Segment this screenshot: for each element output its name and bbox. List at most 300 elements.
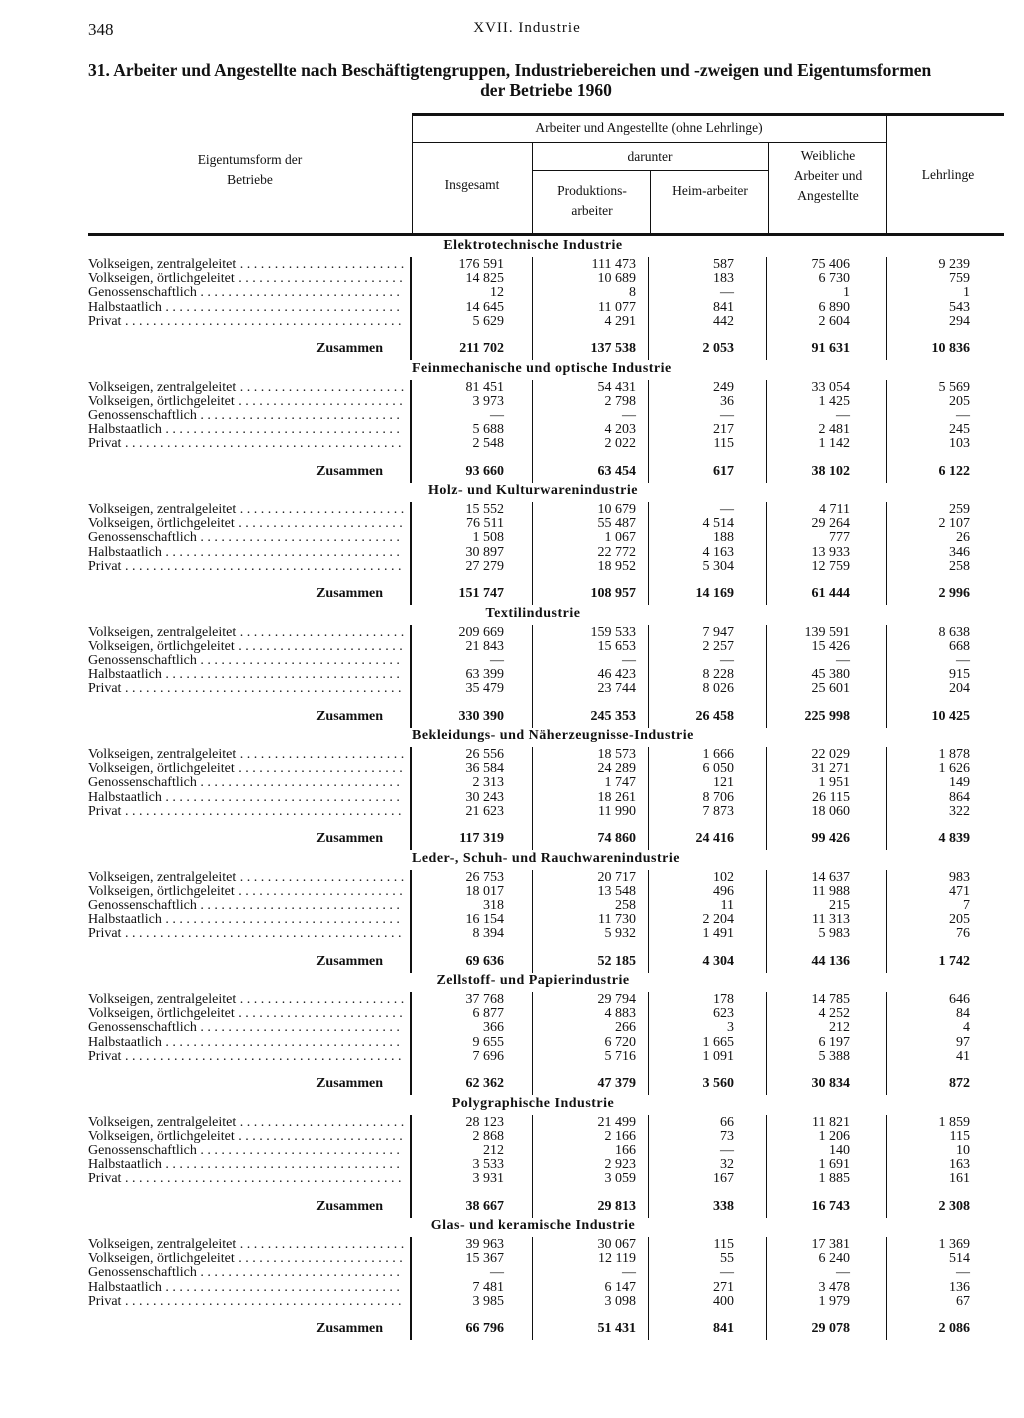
section-title: Polygraphische Industrie [451,1095,615,1111]
total-cell: 4 304 [702,953,734,969]
total-cell: 3 560 [702,1076,734,1091]
table-cell: 258 [615,897,636,913]
table-cell: 777 [829,530,850,546]
table-cell: 163 [949,1157,970,1173]
total-label: Zusammen [316,464,383,479]
total-row [88,1200,1004,1214]
table-row [88,381,1004,395]
table-cell: 73 [720,1128,734,1144]
table-cell: 149 [949,775,970,791]
table-row [88,1130,1004,1144]
total-cell: 225 998 [804,708,850,724]
table-cell: 4 163 [702,544,734,560]
table-cell: 30 067 [597,1237,636,1252]
table-cell: 159 533 [590,624,636,640]
table-row [88,791,1004,805]
total-cell: 52 185 [597,953,636,969]
table-cell: 759 [949,271,970,287]
table-row [88,899,1004,913]
table-row [88,409,1004,423]
row-label: Volkseigen, örtlichgeleitet . . . [88,640,404,654]
table-cell: 67 [956,1293,970,1309]
total-label: Zusammen [316,954,383,969]
total-cell: 74 860 [597,831,636,846]
table-cell: 115 [713,436,734,452]
table-cell: — [622,1265,636,1281]
header-top-rule [412,113,1004,116]
total-label: Zusammen [316,342,383,356]
table-cell: 8 394 [472,926,504,942]
table-cell: 36 584 [465,761,504,777]
total-row [88,342,1004,356]
total-cell: 617 [713,463,734,479]
row-label: Volkseigen, örtlichgeleitet . . . [88,517,404,531]
table-cell: 11 821 [812,1114,850,1130]
table-cell: 1 067 [604,530,636,546]
table-row [88,395,1004,409]
table-cell: — [720,652,734,668]
running-head: XVII. Industrie [473,20,581,36]
table-cell: 7 696 [472,1048,504,1064]
total-cell: 841 [713,1321,734,1336]
section-title: Elektrotechnische Industrie [443,238,623,253]
table-cell: 11 [720,897,734,913]
table-cell: 4 203 [604,422,636,438]
table-cell: 76 [956,926,970,942]
table-cell: 258 [949,558,970,574]
table-cell: 1 859 [938,1114,970,1130]
table-cell: 2 257 [702,638,734,654]
total-cell: 30 834 [811,1076,850,1091]
table-row [88,682,1004,696]
table-cell: 1 878 [938,747,970,762]
table-cell: 1 206 [818,1128,850,1144]
table-row [88,993,1004,1007]
table-cell: 121 [713,775,734,791]
table-cell: 81 451 [465,379,504,395]
header-vrule-5 [650,170,651,233]
table-cell: 5 932 [604,926,636,942]
table-row [88,1281,1004,1295]
table-cell: 115 [949,1128,970,1144]
total-cell: 29 813 [597,1198,636,1214]
table-cell: — [836,1265,850,1281]
table-cell: 32 [720,1157,734,1173]
table-row [88,668,1004,682]
header-group: Arbeiter und Angestellte (ohne Lehrlinge) [535,120,763,135]
header-vrule-2 [886,113,887,233]
table-cell: 7 481 [472,1279,504,1295]
table-cell: 13 548 [597,883,636,899]
table-cell: 217 [713,422,734,438]
row-label: Volkseigen, zentralgeleitet . . . [88,258,404,272]
table-cell: 18 952 [597,558,636,574]
table-cell: 2 313 [472,775,504,791]
table-cell: — [622,407,636,423]
table-cell: 915 [949,667,970,683]
header-weibliche: Weibliche Arbeiter und Angestellte [793,148,863,203]
total-cell: 4 839 [938,831,970,846]
table-cell: 14 825 [465,271,504,287]
row-label: Volkseigen, zentralgeleitet . . . [88,993,404,1007]
row-label: Volkseigen, örtlichgeleitet . . . [88,1130,404,1144]
total-cell: 63 454 [597,463,636,479]
row-label: Halbstaatlich . . . [88,1158,404,1172]
table-cell: 27 279 [465,558,504,574]
table-row [88,531,1004,545]
total-label: Zusammen [316,1077,383,1091]
table-cell: 442 [713,313,734,329]
table-cell: 10 689 [597,271,636,287]
table-cell: 1 691 [818,1157,850,1173]
table-row [88,776,1004,790]
table-cell: 4 291 [604,313,636,329]
section-title: Leder-, Schuh- und Rauchwarenindustrie [412,850,680,866]
table-row [88,315,1004,329]
table-cell: 6 240 [818,1251,850,1267]
table-cell: 212 [829,1020,850,1036]
table-cell: 1 626 [938,761,970,777]
table-row [88,258,1004,272]
table-cell: 3 973 [472,393,504,409]
total-cell: 61 444 [811,586,850,601]
table-cell: 97 [956,1034,970,1050]
section-title: Bekleidungs- und Näherzeugnisse-Industrie [412,728,694,743]
table-cell: 55 [720,1251,734,1267]
table-cell: 21 843 [465,638,504,654]
table-cell: — [490,652,504,668]
table-cell: 6 730 [818,271,850,287]
row-label: Genossenschaftlich . . . [88,409,404,423]
table-cell: 1 665 [702,1034,734,1050]
table-cell: 1 951 [818,775,850,791]
table-cell: 166 [615,1142,636,1158]
table-cell: 3 [727,1020,734,1036]
table-cell: 245 [949,422,970,438]
total-cell: 6 122 [938,463,970,479]
total-cell: 14 169 [695,586,734,601]
table-cell: 161 [949,1171,970,1187]
table-row [88,885,1004,899]
table-cell: 11 313 [812,912,850,928]
table-cell: 41 [956,1048,970,1064]
total-label: Zusammen [316,832,383,846]
table-cell: — [720,502,734,517]
table-row [88,1172,1004,1186]
table-cell: 322 [949,803,970,819]
table-cell: 11 988 [812,883,850,899]
table-row [88,1050,1004,1064]
table-cell: 14 645 [465,299,504,315]
page-number: 348 [88,20,114,39]
total-cell: 93 660 [465,463,504,479]
table-cell: 188 [713,530,734,546]
table-cell: 15 552 [465,502,504,517]
table-cell: 45 380 [811,667,850,683]
table-cell: 841 [713,299,734,315]
row-label: Genossenschaftlich . . . [88,1021,404,1035]
row-label: Volkseigen, zentralgeleitet . . . [88,626,404,640]
table-cell: 76 511 [466,516,504,532]
total-row [88,1322,1004,1336]
table-cell: 66 [720,1114,734,1130]
table-cell: 3 478 [818,1279,850,1295]
table-cell: — [956,1265,970,1281]
row-label: Privat . . . [88,437,404,451]
row-label: Genossenschaftlich . . . [88,654,404,668]
table-cell: 176 591 [458,257,504,272]
total-cell: 1 742 [938,953,970,969]
table-cell: 205 [949,912,970,928]
table-row [88,762,1004,776]
table-row [88,437,1004,451]
table-cell: 205 [949,393,970,409]
table-cell: 5 304 [702,558,734,574]
table-cell: 11 077 [598,299,636,315]
table-row [88,423,1004,437]
section-title: Glas- und keramische Industrie [430,1218,636,1233]
total-cell: 338 [713,1198,734,1214]
table-cell: 18 017 [465,883,504,899]
header-darunter: darunter [627,149,673,164]
row-label: Volkseigen, zentralgeleitet . . . [88,871,404,885]
total-cell: 24 416 [695,831,734,846]
row-label: Privat . . . [88,1050,404,1064]
table-cell: 14 785 [811,992,850,1007]
table-cell: 2 923 [604,1157,636,1173]
total-cell: 38 102 [811,463,850,479]
table-cell: 1 491 [702,926,734,942]
table-title-line1: 31. Arbeiter und Angestellte nach Beschäftigtengruppen, Industriebereichen und -zweigen und Eigentumsformen [88,60,932,80]
row-label: Privat . . . [88,682,404,696]
table-cell: 21 499 [597,1114,636,1130]
table-cell: 543 [949,299,970,315]
table-cell: 2 022 [604,436,636,452]
table-cell: 1 747 [604,775,636,791]
table-cell: 8 706 [702,789,734,805]
table-cell: 5 716 [604,1048,636,1064]
table-cell: 983 [949,869,970,885]
row-label: Halbstaatlich . . . [88,301,404,315]
table-cell: 75 406 [811,257,850,272]
header-vrule-4 [768,142,769,233]
table-cell: 111 473 [591,257,636,272]
table-cell: 2 604 [818,313,850,329]
table-row [88,1238,1004,1252]
total-row [88,465,1004,479]
table-cell: 102 [713,869,734,885]
table-cell: 139 591 [804,624,850,640]
table-cell: 55 487 [597,516,636,532]
row-label: Volkseigen, örtlichgeleitet . . . [88,395,404,409]
table-cell: 471 [949,883,970,899]
section-title: Holz- und Kulturwarenindustrie [428,483,638,498]
table-cell: 346 [949,544,970,560]
table-cell: 514 [949,1251,970,1267]
table-cell: 864 [949,789,970,805]
table-cell: 8 [629,285,636,301]
row-label: Halbstaatlich . . . [88,791,404,805]
table-cell: 8 638 [938,624,970,640]
row-label: Volkseigen, örtlichgeleitet . . . [88,885,404,899]
table-cell: — [622,652,636,668]
table-cell: 209 669 [458,624,504,640]
table-cell: 7 873 [702,803,734,819]
table-cell: 30 243 [465,789,504,805]
table-cell: 13 933 [811,544,850,560]
table-cell: 204 [949,681,970,697]
table-cell: 215 [829,897,850,913]
table-cell: 12 [490,285,504,301]
table-cell: 4 883 [604,1006,636,1022]
total-cell: 211 702 [459,341,504,356]
row-label: Halbstaatlich . . . [88,668,404,682]
total-cell: 330 390 [458,708,504,724]
table-cell: 22 772 [597,544,636,560]
header-stub: Eigentumsform der Betriebe [197,152,303,187]
table-cell: 10 679 [597,502,636,517]
row-label: Halbstaatlich . . . [88,423,404,437]
total-cell: 38 667 [465,1198,504,1214]
table-cell: 29 794 [597,992,636,1007]
header-heim: Heim-arbeiter [672,183,748,198]
table-row [88,1036,1004,1050]
table-cell: 271 [713,1279,734,1295]
row-label: Volkseigen, örtlichgeleitet . . . [88,1252,404,1266]
table-row [88,1295,1004,1309]
table-row [88,871,1004,885]
table-cell: 15 653 [597,638,636,654]
table-cell: 140 [829,1142,850,1158]
table-cell: 54 431 [597,379,636,395]
total-cell: 69 636 [465,953,504,969]
table-cell: 28 123 [465,1114,504,1130]
table-cell: — [720,1142,734,1158]
row-label: Genossenschaftlich . . . [88,531,404,545]
row-label: Volkseigen, örtlichgeleitet . . . [88,1007,404,1021]
table-cell: 259 [949,502,970,517]
table-cell: 668 [949,638,970,654]
row-label: Volkseigen, zentralgeleitet . . . [88,748,404,762]
total-cell: 2 053 [702,341,734,356]
row-label: Genossenschaftlich . . . [88,1266,404,1280]
table-cell: 1 425 [818,393,850,409]
row-label: Privat . . . [88,560,404,574]
table-cell: 3 931 [472,1171,504,1187]
table-row [88,560,1004,574]
total-cell: 51 431 [597,1321,636,1336]
table-cell: — [956,407,970,423]
total-label: Zusammen [316,709,383,724]
table-cell: 9 655 [472,1034,504,1050]
section-title: Feinmechanische und optische Industrie [412,360,672,376]
table-row [88,640,1004,654]
row-label: Halbstaatlich . . . [88,913,404,927]
total-cell: 44 136 [811,953,850,969]
table-cell: 9 239 [938,257,970,272]
table-cell: 26 753 [465,869,504,885]
total-cell: 47 379 [597,1076,636,1091]
table-cell: 7 947 [702,624,734,640]
table-cell: 115 [713,1237,734,1252]
table-cell: 20 717 [597,869,636,885]
total-cell: 137 538 [590,341,636,356]
table-cell: 136 [949,1279,970,1295]
table-cell: 5 983 [818,926,850,942]
section-title: Textilindustrie [485,605,581,621]
total-cell: 91 631 [811,341,850,356]
table-cell: 3 098 [604,1293,636,1309]
table-cell: 6 147 [604,1279,636,1295]
table-cell: 15 426 [811,638,850,654]
row-label: Genossenschaftlich . . . [88,1144,404,1158]
table-cell: 1 091 [702,1048,734,1064]
total-row [88,587,1004,601]
table-cell: 24 289 [597,761,636,777]
table-cell: 294 [949,313,970,329]
header-hrule-group [412,142,886,143]
table-cell: 37 768 [465,992,504,1007]
table-title-line2: der Betriebe 1960 [480,80,612,100]
table-row [88,1116,1004,1130]
table-cell: 2 107 [938,516,970,532]
table-row [88,1266,1004,1280]
table-cell: 1 369 [938,1237,970,1252]
table-row [88,1144,1004,1158]
table-cell: 4 [963,1020,970,1036]
total-row [88,832,1004,846]
table-cell: 1 [843,285,850,301]
table-cell: 29 264 [811,516,850,532]
table-row [88,626,1004,640]
total-cell: 66 796 [465,1321,504,1336]
table-cell: 5 569 [938,379,970,395]
table-cell: 21 623 [465,803,504,819]
total-cell: 2 086 [938,1321,970,1336]
table-row [88,301,1004,315]
row-label: Halbstaatlich . . . [88,546,404,560]
table-cell: 26 115 [812,789,850,805]
table-cell: 623 [713,1006,734,1022]
total-row [88,955,1004,969]
table-cell: 2 166 [604,1128,636,1144]
table-cell: 1 142 [818,436,850,452]
table-cell: 33 054 [811,379,850,395]
table-cell: — [490,407,504,423]
table-cell: 16 154 [465,912,504,928]
table-cell: 14 637 [811,869,850,885]
total-cell: 2 996 [938,586,970,601]
table-cell: 4 514 [702,516,734,532]
total-cell: 151 747 [458,586,504,601]
table-cell: 26 556 [465,747,504,762]
total-label: Zusammen [316,1199,383,1214]
table-cell: 22 029 [811,747,850,762]
table-cell: 646 [949,992,970,1007]
header-bottom-rule [88,233,1004,236]
row-label: Volkseigen, zentralgeleitet . . . [88,503,404,517]
table-cell: 8 228 [702,667,734,683]
row-label: Genossenschaftlich . . . [88,776,404,790]
row-label: Volkseigen, zentralgeleitet . . . [88,1238,404,1252]
total-label: Zusammen [316,587,383,601]
table-cell: 1 885 [818,1171,850,1187]
table-cell: 31 271 [811,761,850,777]
total-cell: 10 836 [931,341,970,356]
table-cell: 6 890 [818,299,850,315]
table-cell: — [956,652,970,668]
table-row [88,517,1004,531]
